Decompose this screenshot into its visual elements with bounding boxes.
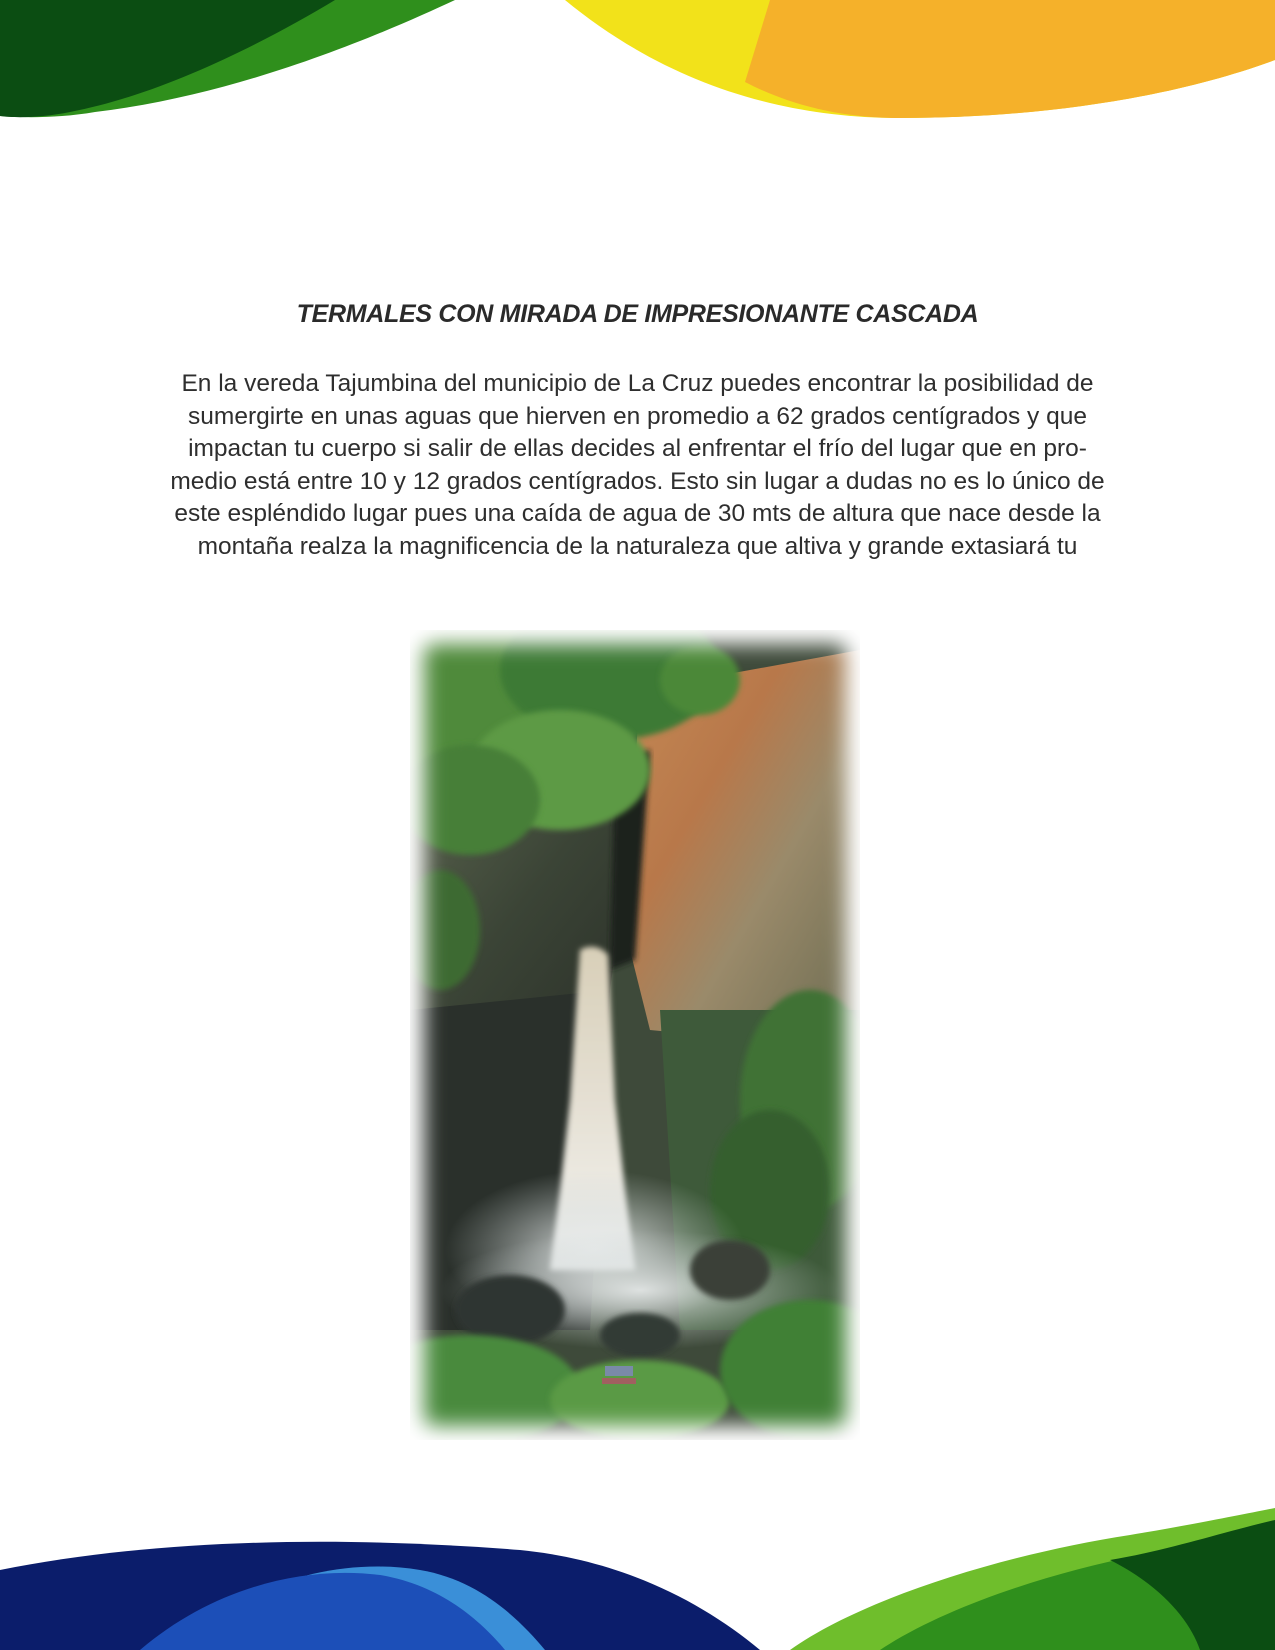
paragraph-line: medio está entre 10 y 12 grados centígrados. Esto sin lugar a dudas no es lo único de — [170, 467, 1105, 495]
paragraph-line: este espléndido lugar pues una caída de agua de 30 mts de altura que nace desde la — [174, 500, 1101, 527]
body-paragraph — [135, 368, 1140, 563]
paragraph-line: sumergirte en unas aguas que hierven en promedio a 62 grados centígrados y que — [188, 402, 1087, 430]
paragraph-line: montaña realza la magnificencia de la naturaleza que altiva y grande extasiará tu — [197, 532, 1078, 560]
bottom-decorative-wave — [0, 1460, 1275, 1650]
top-right-orange-wave — [745, 0, 1275, 118]
waterfall-photo — [410, 630, 860, 1440]
paragraph-line: En la vereda Tajumbina del municipio de La Cruz puedes encontrar la posibilidad de — [181, 370, 1094, 397]
page-title: TERMALES CON MIRADA DE IMPRESIONANTE CASCADA — [296, 300, 979, 328]
top-decorative-wave — [0, 0, 1275, 130]
paragraph-line: impactan tu cuerpo si salir de ellas decides al enfrentar el frío del lugar que en pro- — [188, 435, 1087, 462]
